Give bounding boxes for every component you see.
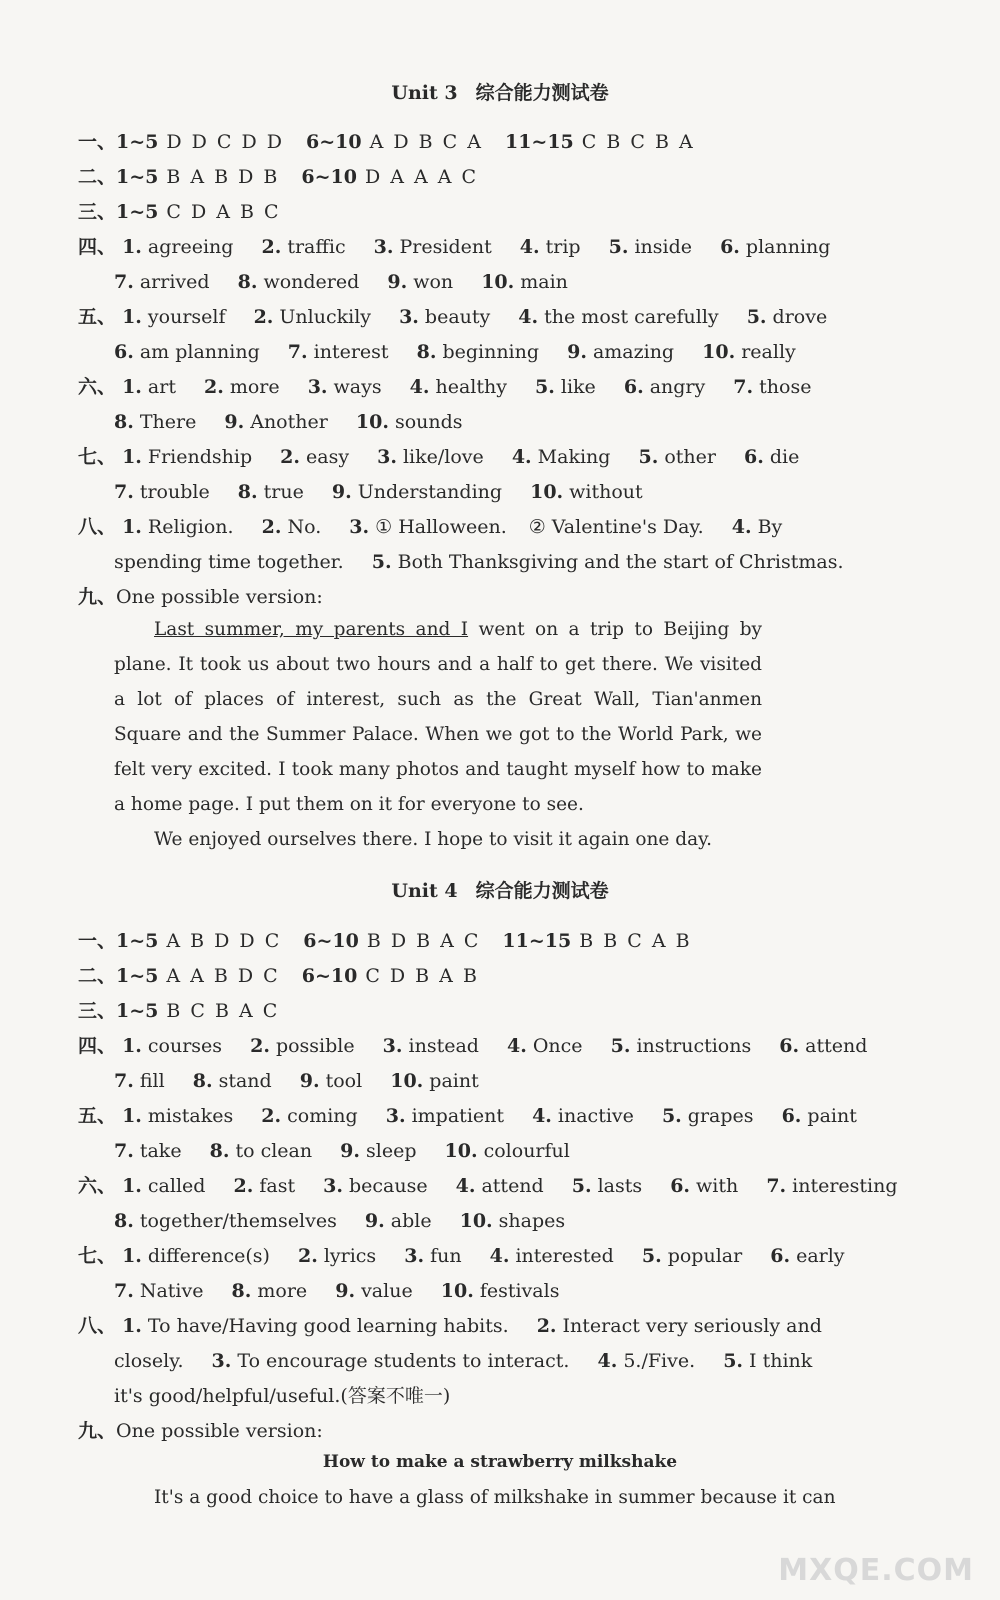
unit4-title: Unit 4 xyxy=(391,880,458,902)
unit4-title-cn: 综合能力测试卷 xyxy=(475,880,609,902)
unit3-section-9-intro: 九、One possible version: xyxy=(78,586,323,608)
unit3-title-cn: 综合能力测试卷 xyxy=(475,82,609,104)
unit3-section-4-row2: 7. arrived 8. wondered 9. won 10. main xyxy=(114,271,568,293)
unit3-section-3: 三、1~5 C D A B C xyxy=(78,201,281,223)
unit4-section-5-row2: 7. take 8. to clean 9. sleep 10. colourful xyxy=(114,1140,570,1162)
unit3-section-8-row2: spending time together. 5. Both Thanksgiving and the start of Christmas. xyxy=(114,551,844,573)
unit3-section-7-row2: 7. trouble 8. true 9. Understanding 10. without xyxy=(114,481,643,503)
unit4-section-7-row1: 七、 1. difference(s) 2. lyrics 3. fun 4. interested 5. popular 6. early xyxy=(78,1245,845,1267)
unit3-section-7-row1: 七、 1. Friendship 2. easy 3. like/love 4. Making 5. other 6. die xyxy=(78,446,800,468)
unit4-essay: It's a good choice to have a glass of milkshake in summer because it can xyxy=(154,1487,836,1508)
unit3-heading xyxy=(0,78,1000,105)
unit4-section-9-intro: 九、One possible version: xyxy=(78,1420,323,1442)
unit4-section-3: 三、1~5 B C B A C xyxy=(78,1000,280,1022)
unit4-section-7-row2: 7. Native 8. more 9. value 10. festivals xyxy=(114,1280,560,1302)
unit4-section-6-row1: 六、 1. called 2. fast 3. because 4. attend 5. lasts 6. with 7. interesting xyxy=(78,1175,898,1197)
unit4-section-8-row1: 八、 1. To have/Having good learning habits. 2. Interact very seriously and xyxy=(78,1315,822,1337)
unit3-title: Unit 3 xyxy=(391,82,458,104)
unit4-essay-title: How to make a strawberry milkshake xyxy=(322,1452,678,1472)
unit3-essay: Last summer, my parents and I went on a trip to Beijing by plane. It took us about two hours and a half to get there. We visited a lot of places of interest, such as the Great Wall, Tian'anmen Square and the Summer Palace. When we got to the World Park, we felt very excited. I took many photos and taught myself how to make a home page. I put them on it for everyone to see. We enjoyed ourselves there. I hope to visit it again one day. xyxy=(114,612,762,857)
watermark-logo: MXQE.COM xyxy=(778,1553,974,1588)
unit3-section-6-row2: 8. There 9. Another 10. sounds xyxy=(114,411,463,433)
unit4-section-8-row2: closely. 3. To encourage students to interact. 4. 5./Five. 5. I think xyxy=(114,1350,813,1372)
unit3-section-8-row1: 八、 1. Religion. 2. No. 3. ① Halloween. ② Valentine's Day. 4. By xyxy=(78,516,783,538)
unit4-section-6-row2: 8. together/themselves 9. able 10. shapes xyxy=(114,1210,566,1232)
unit4-section-1: 一、1~5 A B D D C 6~10 B D B A C 11~15 B B C A B xyxy=(78,930,692,952)
unit3-section-4-row1: 四、 1. agreeing 2. traffic 3. President 4. trip 5. inside 6. planning xyxy=(78,236,831,258)
unit4-section-2: 二、1~5 A A B D C 6~10 C D B A B xyxy=(78,965,479,987)
unit3-section-6-row1: 六、 1. art 2. more 3. ways 4. healthy 5. like 6. angry 7. those xyxy=(78,376,812,398)
unit4-section-4-row2: 7. fill 8. stand 9. tool 10. paint xyxy=(114,1070,479,1092)
unit4-section-8-row3: it's good/helpful/useful.(答案不唯一) xyxy=(114,1385,451,1407)
unit3-essay-p2: We enjoyed ourselves there. I hope to visit it again one day. xyxy=(154,829,713,850)
unit4-heading xyxy=(0,876,1000,903)
unit3-section-5-row1: 五、 1. yourself 2. Unluckily 3. beauty 4. the most carefully 5. drove xyxy=(78,306,828,328)
unit4-section-4-row1: 四、 1. courses 2. possible 3. instead 4. Once 5. instructions 6. attend xyxy=(78,1035,868,1057)
unit4-section-5-row1: 五、 1. mistakes 2. coming 3. impatient 4. inactive 5. grapes 6. paint xyxy=(78,1105,857,1127)
unit3-section-1: 一、1~5 D D C D D 6~10 A D B C A 11~15 C B C B A xyxy=(78,131,695,153)
unit3-section-2: 二、1~5 B A B D B 6~10 D A A A C xyxy=(78,166,479,188)
unit3-section-5-row2: 6. am planning 7. interest 8. beginning 9. amazing 10. really xyxy=(114,341,796,363)
